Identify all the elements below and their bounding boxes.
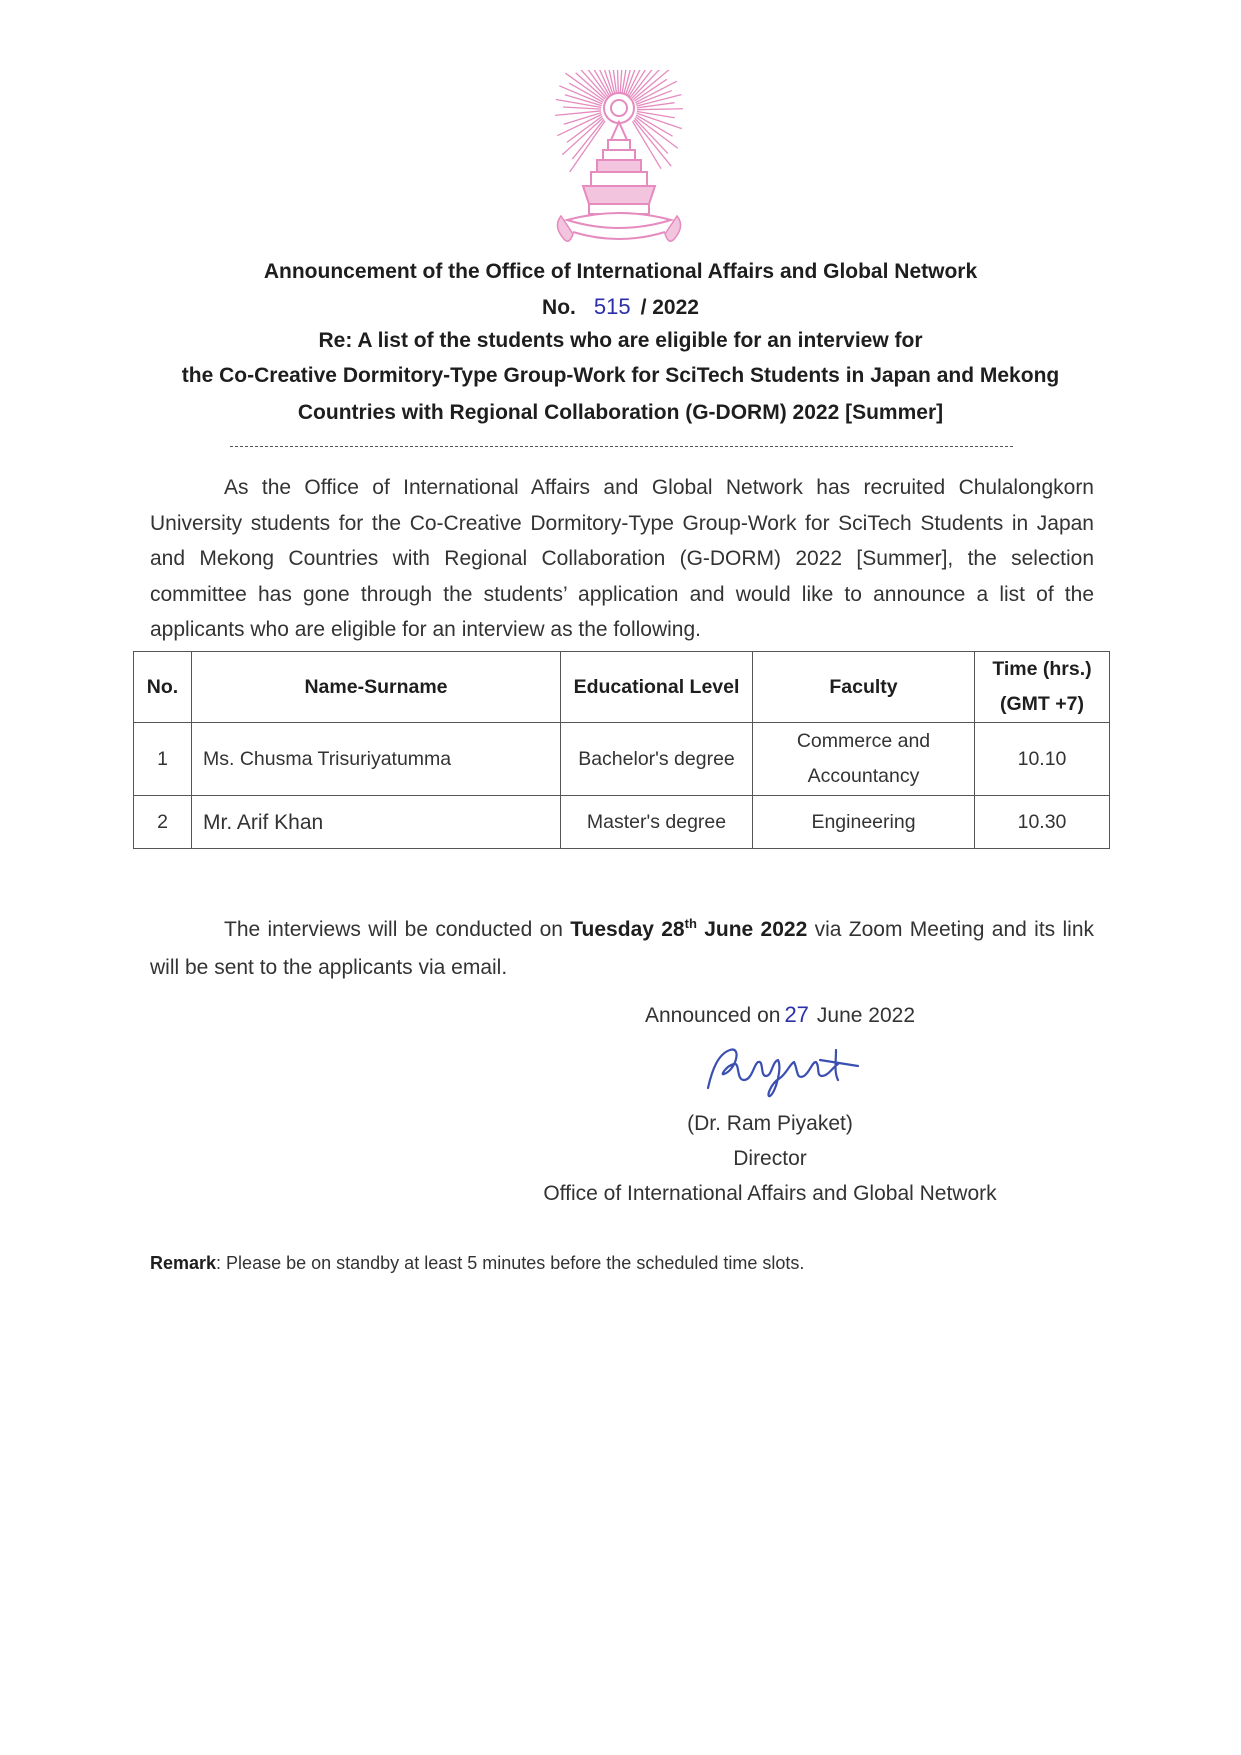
announcement-title: Announcement of the Office of International Affairs and Global Network <box>263 260 978 283</box>
intro-text: As the Office of International Affairs and Global Network has recruited Chulalongkorn University students for the Co-Creative Dormitory-Type Group-Work for SciTech Students in Japan and Mekong Countries with Regional Collaboration (G-DORM) 2022 [Summer], the selection committee has gone through the students’ application and would like to announce a list of the applicants who are eligible for an interview as the following. <box>150 476 1094 641</box>
header-time-line1: Time (hrs.) <box>992 658 1092 680</box>
table-header-row <box>134 652 1110 723</box>
cell-faculty-line2: Accountancy <box>807 765 920 787</box>
interview-month-bold: June 2022 <box>696 918 808 941</box>
header-no: No. <box>134 652 192 723</box>
number-handwritten: 515 <box>593 294 631 319</box>
table-row <box>134 723 1110 796</box>
table-row <box>134 796 1110 849</box>
cell-no: 2 <box>134 796 192 849</box>
cell-faculty <box>753 723 975 796</box>
number-year: / 2022 <box>640 296 699 319</box>
subject-line-1: Re: A list of the students who are eligible for an interview for <box>318 329 923 352</box>
cell-faculty: Engineering <box>753 796 975 849</box>
remark-label: Remark <box>150 1253 217 1273</box>
cell-level: Master's degree <box>561 796 753 849</box>
announcement-number <box>0 294 1241 320</box>
interview-paragraph <box>150 905 1094 987</box>
emblem-ray <box>637 103 675 108</box>
interview-date-bold: Tuesday 28 <box>570 918 685 941</box>
emblem-ray <box>563 107 601 109</box>
cell-level: Bachelor's degree <box>561 723 753 796</box>
cell-name: Ms. Chusma Trisuriyatumma <box>192 723 561 796</box>
intro-paragraph <box>150 470 1094 648</box>
emblem-ray <box>633 70 669 100</box>
remark <box>150 1253 804 1274</box>
signatory-office: Office of International Affairs and Global Network <box>543 1182 997 1205</box>
announced-month-year: June 2022 <box>816 1004 916 1027</box>
header-time <box>975 652 1110 723</box>
interview-date-suffix: th <box>684 916 697 931</box>
remark-text: : Please be on standby at least 5 minutes before the scheduled time slots. <box>216 1253 805 1273</box>
cell-time: 10.30 <box>975 796 1110 849</box>
subject-line-3: Countries with Regional Collaboration (G-DORM) 2022 [Summer] <box>297 401 944 424</box>
signatory-name: (Dr. Ram Piyaket) <box>687 1112 853 1135</box>
handwritten-signature <box>700 1040 870 1100</box>
number-prefix: No. <box>542 296 576 319</box>
cell-name: Mr. Arif Khan <box>192 796 561 849</box>
header-time-line2: (GMT +7) <box>1000 693 1084 715</box>
emblem-ray <box>637 109 683 110</box>
subject-line-2: the Co-Creative Dormitory-Type Group-Work for SciTech Students in Japan and Mekong <box>181 364 1060 387</box>
cell-faculty-line1: Commerce and <box>796 730 931 752</box>
emblem-ray <box>572 119 604 159</box>
announced-prefix: Announced on <box>644 1004 781 1027</box>
emblem-ray <box>636 117 678 149</box>
header-name: Name-Surname <box>192 652 561 723</box>
header-faculty: Faculty <box>753 652 975 723</box>
emblem-ray <box>637 111 675 117</box>
interview-text-2: via Zoom Meeting and its link will be sent to the applicants via email. <box>150 918 1095 979</box>
cell-time: 10.10 <box>975 723 1110 796</box>
announced-date <box>570 1002 990 1028</box>
signatory-position: Director <box>733 1147 807 1170</box>
emblem-ray <box>617 70 618 93</box>
interview-text-1: The interviews will be conducted on <box>224 918 571 941</box>
announced-day-handwritten: 27 <box>784 1002 809 1027</box>
header-level: Educational Level <box>561 652 753 723</box>
dashed-divider <box>230 446 1013 447</box>
university-emblem-logo <box>553 70 685 260</box>
candidate-table <box>133 651 1110 849</box>
cell-no: 1 <box>134 723 192 796</box>
